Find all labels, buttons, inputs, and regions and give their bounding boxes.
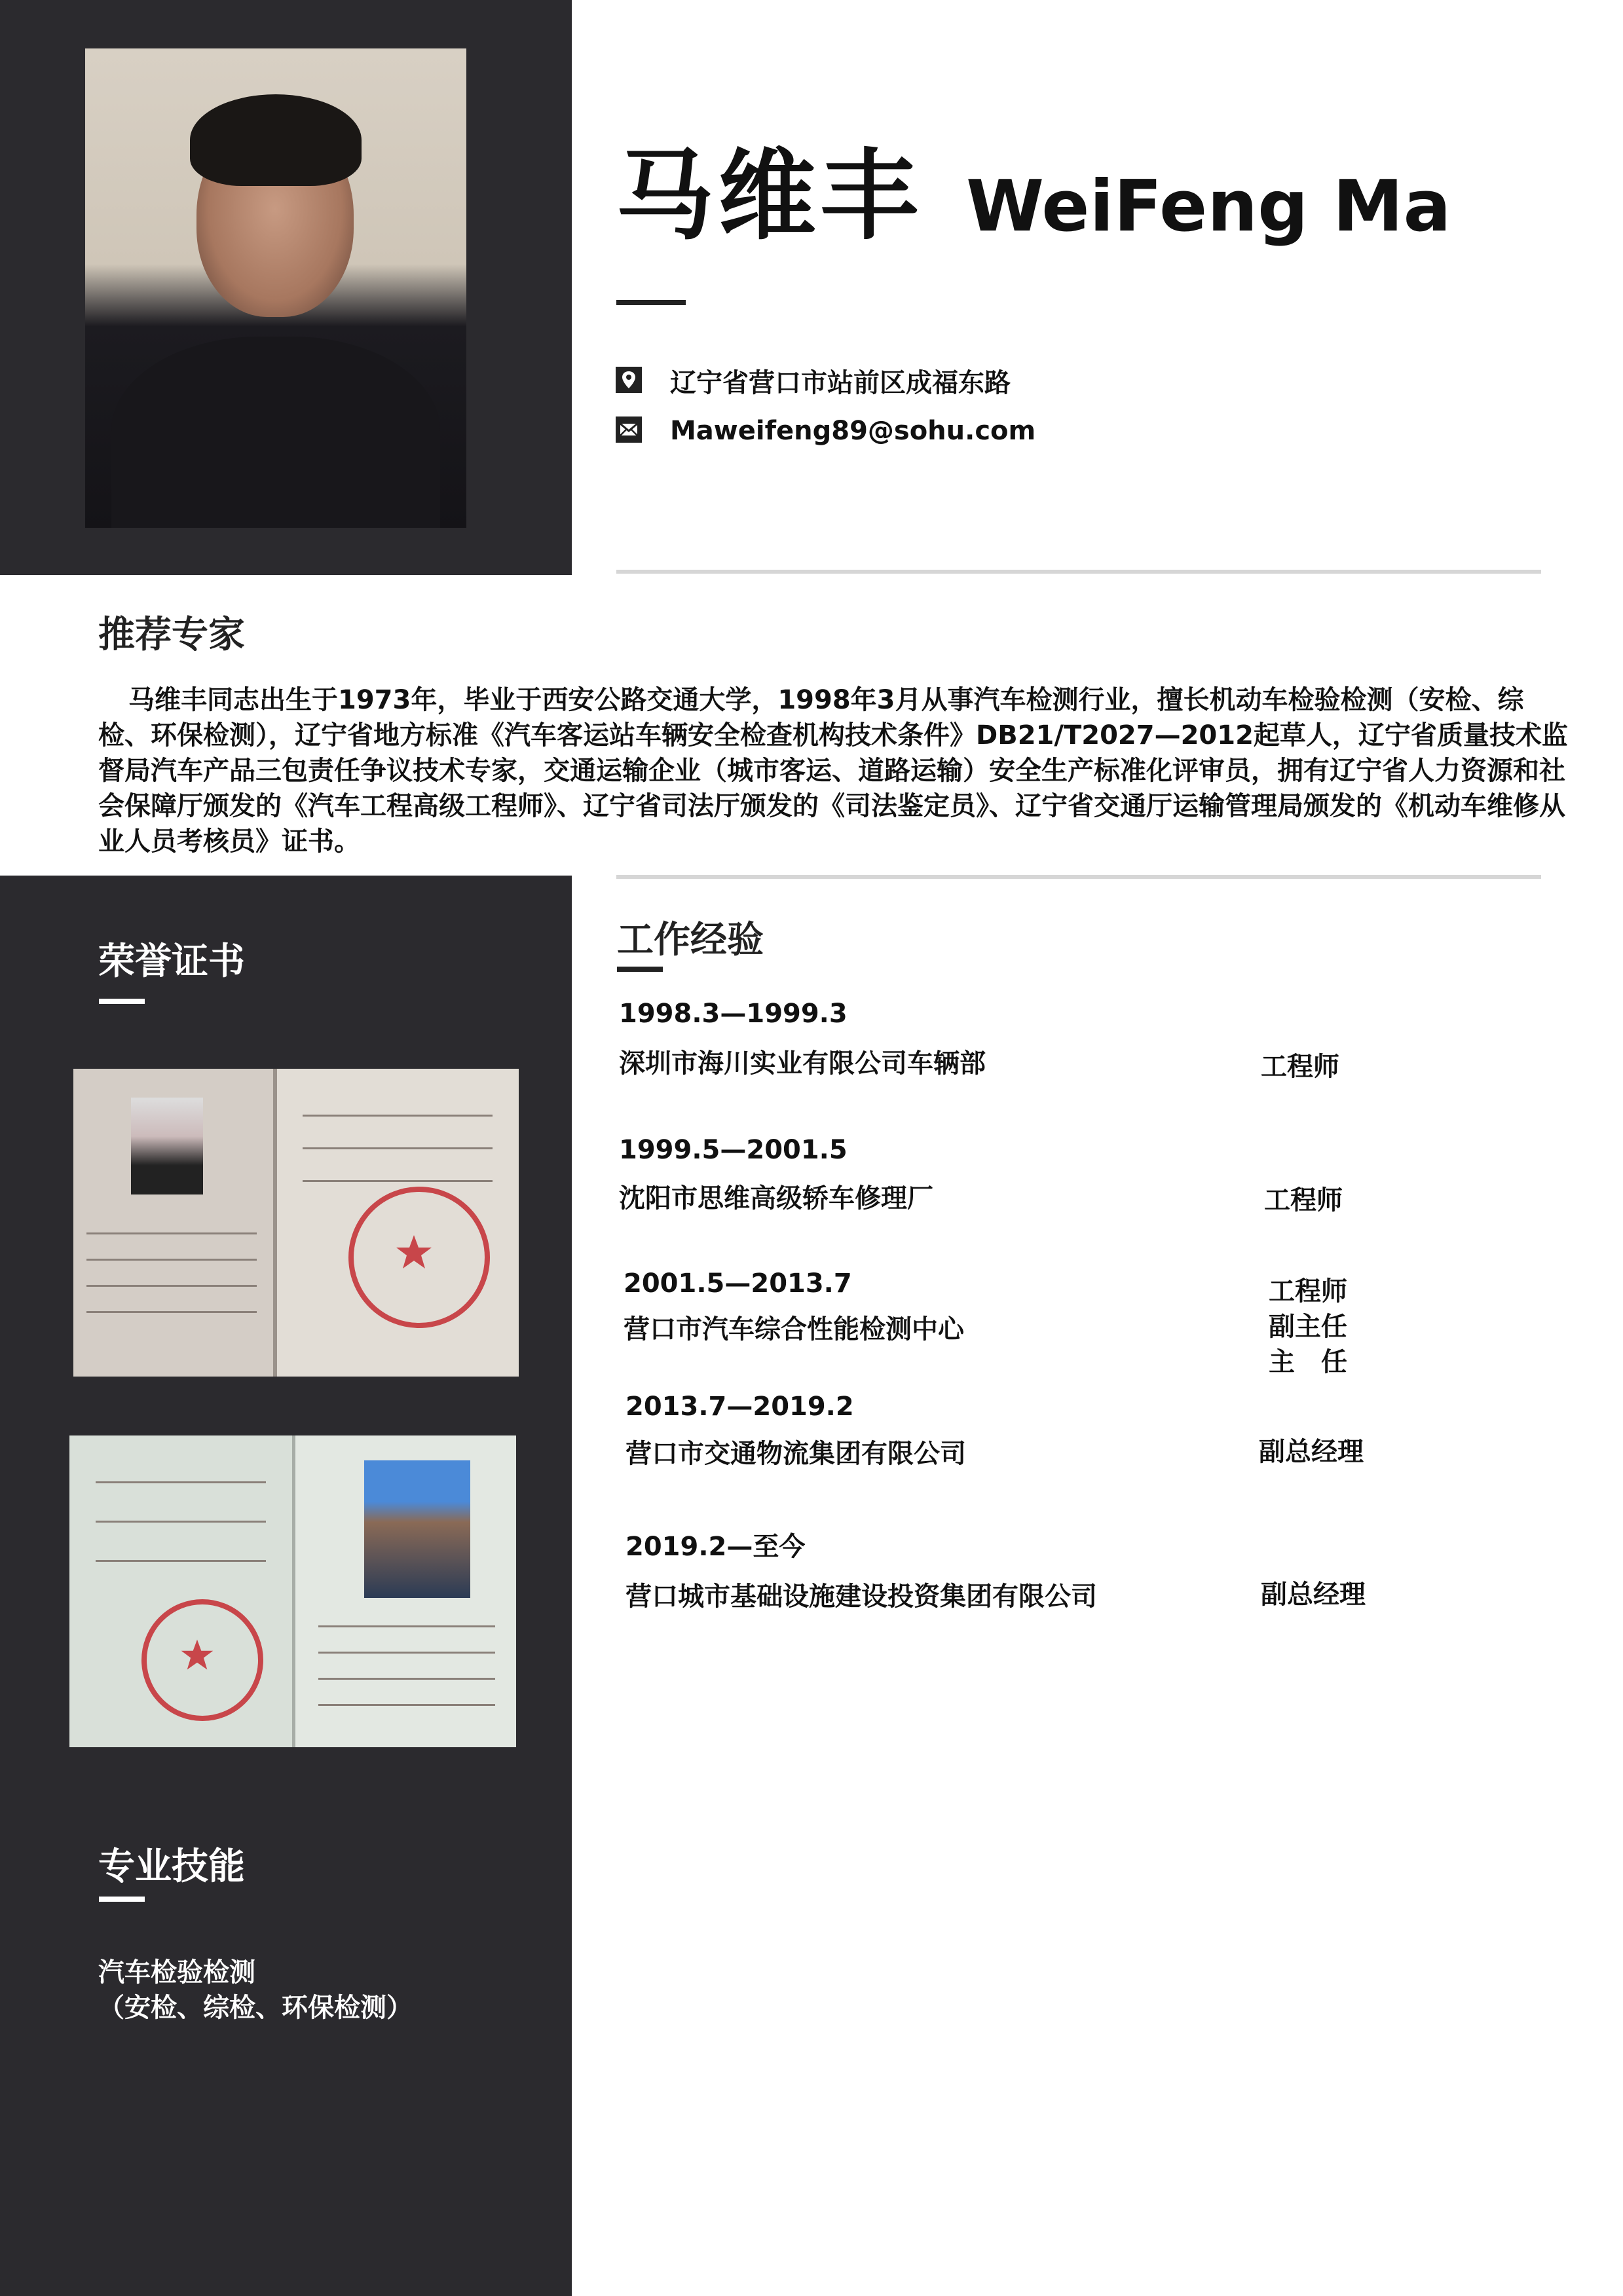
work-date: 2019.2—至今: [625, 1532, 806, 1562]
portrait-photo: [85, 48, 466, 528]
work-role: 工程师: [1264, 1185, 1343, 1215]
name-english: WeiFeng Ma: [966, 166, 1451, 248]
skill-line: 汽车检验检测: [98, 1957, 255, 1988]
name-chinese: 马维丰: [616, 139, 923, 253]
work-date: 1999.5—2001.5: [619, 1135, 848, 1165]
work-role: 副总经理: [1261, 1580, 1366, 1610]
name-underline: [616, 300, 686, 305]
work-company: 沈阳市思维高级轿车修理厂: [619, 1183, 933, 1213]
mail-icon: [616, 417, 642, 443]
work-heading: 工作经验: [617, 919, 764, 961]
work-role: 工程师: [1261, 1052, 1339, 1082]
skills-heading: 专业技能: [98, 1845, 245, 1888]
work-date: 2001.5—2013.7: [624, 1268, 852, 1299]
skill-line: （安检、综检、环保检测）: [98, 1993, 413, 2023]
work-date: 1998.3—1999.3: [619, 999, 848, 1029]
work-company: 营口城市基础设施建设投资集团有限公司: [625, 1582, 1097, 1612]
location-pin-icon: [616, 367, 642, 393]
work-underline: [617, 967, 663, 972]
recommendation-text: 马维丰同志出生于1973年，毕业于西安公路交通大学，1998年3月从事汽车检测行业，擅长机动车检验检测（安检、综检、环保检测），辽宁省地方标准《汽车客运站车辆安全检查机构技术条件》DB21/T2027—2012起草人，辽宁省质量技术监督局汽车产品三包责任争议技术专家，交通运输企业（城市客运、道路运输）安全生产标准化评审员，拥有辽宁省人力资源和社会保障厅颁发的《汽车工程高级工程师》、辽宁省司法厅颁发的《司法鉴定员》、辽宁省交通厅运输管理局颁发的《机动车维修从业人员考核员》证书。: [98, 685, 1568, 857]
email-link[interactable]: Maweifeng89@sohu.com: [670, 416, 1036, 446]
skills-underline: [99, 1897, 145, 1902]
work-role: 工程师 副主任 主 任: [1269, 1276, 1347, 1377]
work-company: 营口市交通物流集团有限公司: [625, 1439, 966, 1469]
work-company: 深圳市海川实业有限公司车辆部: [619, 1048, 986, 1079]
work-date: 2013.7—2019.2: [625, 1392, 854, 1422]
certificate-engineer-image: [73, 1069, 519, 1377]
honors-heading: 荣誉证书: [98, 940, 245, 983]
divider: [616, 875, 1541, 879]
address-text: 辽宁省营口市站前区成福东路: [670, 368, 1011, 398]
honors-underline: [99, 999, 145, 1004]
divider: [616, 570, 1541, 574]
work-role: 副总经理: [1259, 1437, 1364, 1467]
recommendation-heading: 推荐专家: [98, 614, 245, 656]
certificate-judicial-image: [69, 1435, 516, 1747]
work-company: 营口市汽车综合性能检测中心: [624, 1314, 964, 1344]
skills-text: [98, 1955, 413, 2026]
